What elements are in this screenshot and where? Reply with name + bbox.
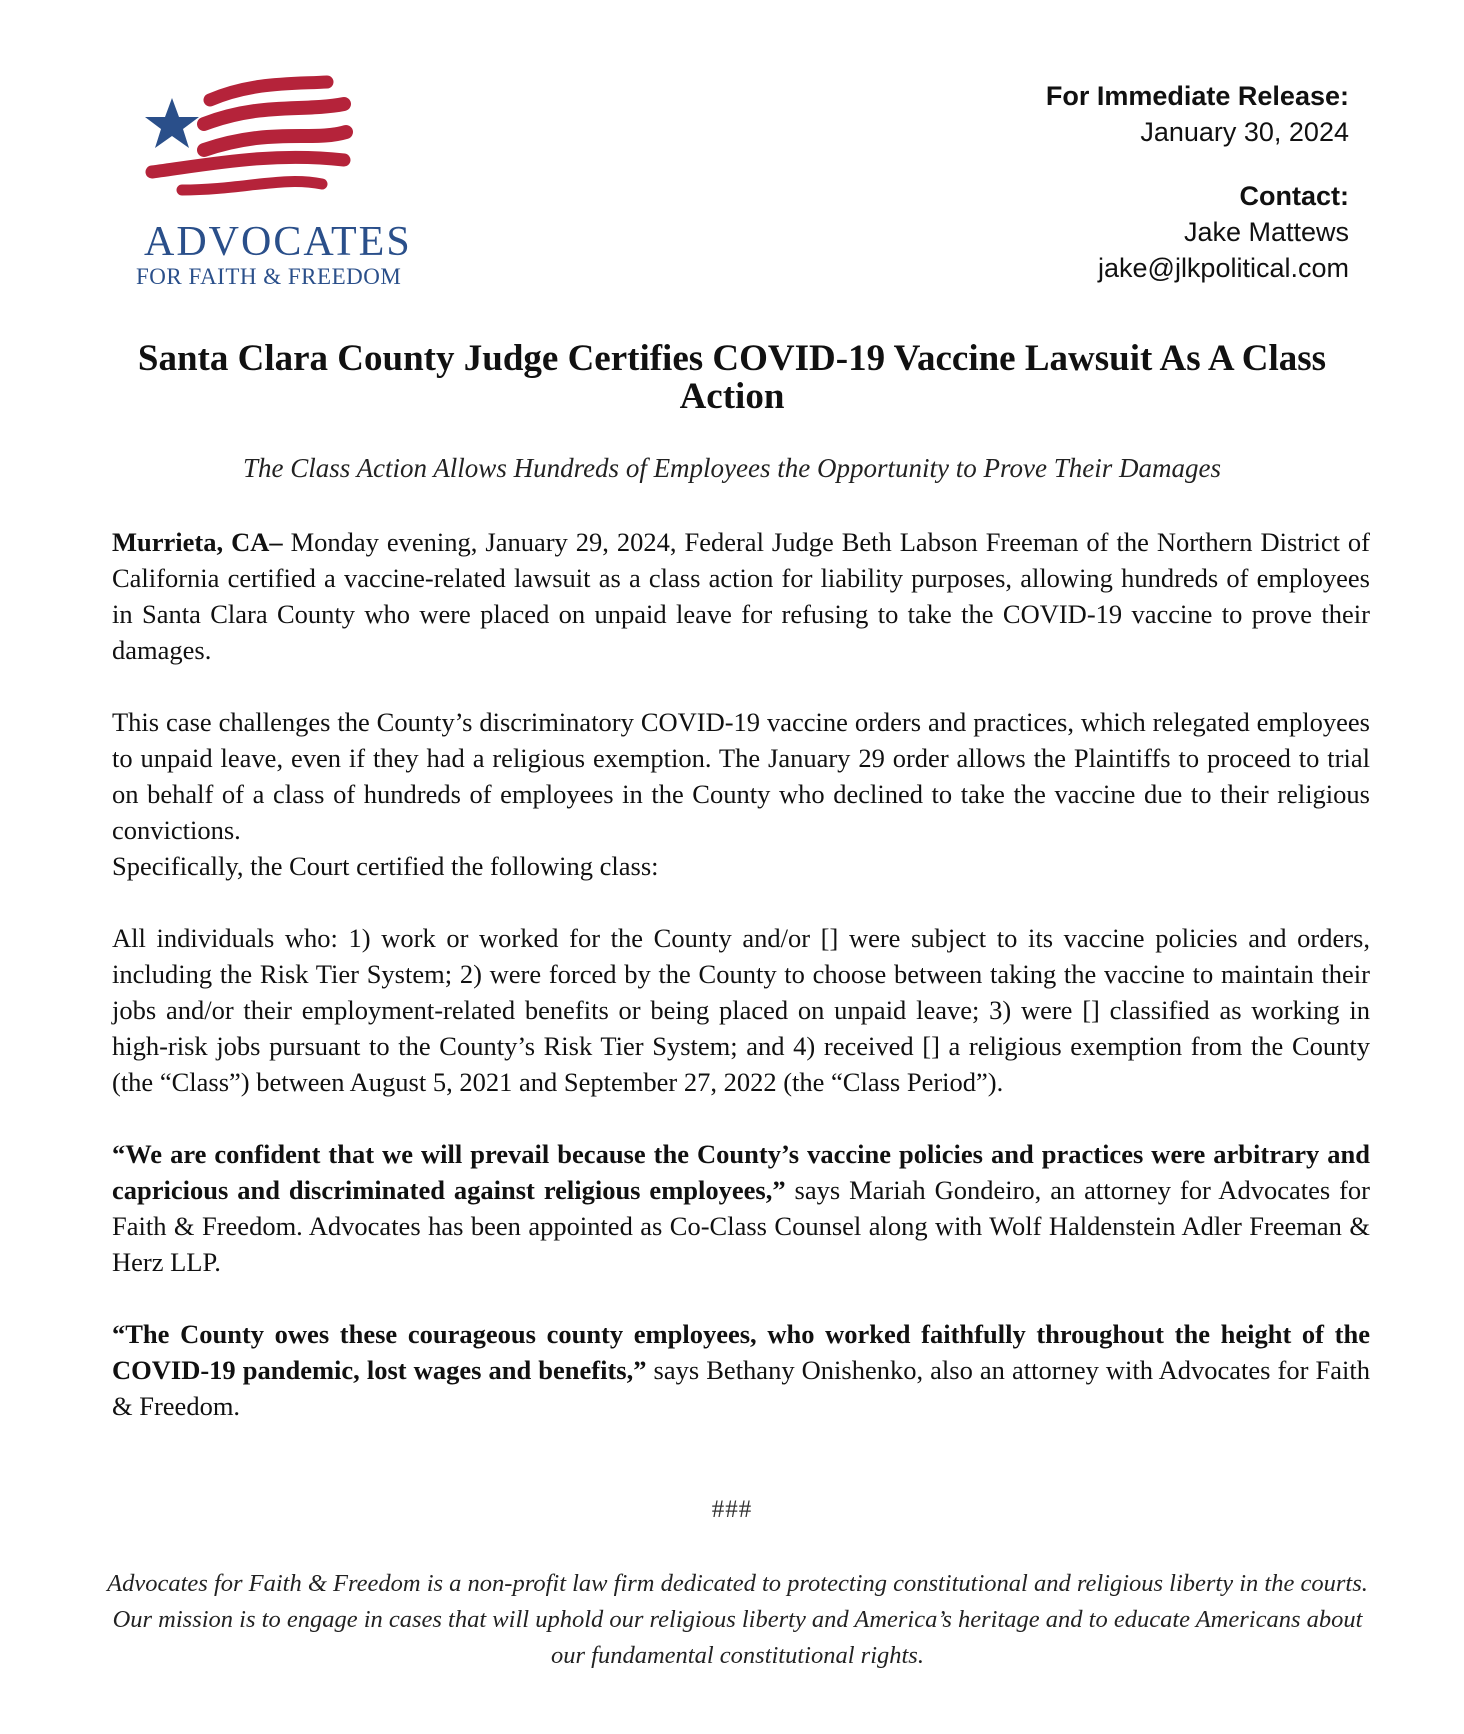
flag-stripe [182, 182, 322, 190]
flag-star-icon [122, 72, 422, 212]
attribution-gondeiro: says Mariah Gondeiro, an attorney for Advocates for Faith & Freedom. Advocates has been appointed as Co-Class Counsel along with Wolf Haldenstein Adler Freeman & Herz LLP. [112, 1175, 1370, 1277]
article-body [112, 524, 1370, 1460]
quote-gondeiro: “We are confident that we will prevail because the County’s vaccine policies and practices were arbitrary and capricious and discriminated against religious employees,” [112, 1139, 1370, 1205]
attribution-onishenko: says Bethany Onishenko, also an attorney with Advocates for Faith & Freedom. [112, 1355, 1370, 1421]
end-separator: ### [711, 1496, 753, 1523]
contact-email[interactable]: jake@jlkpolitical.com [1098, 253, 1349, 283]
boilerplate-footer: Advocates for Faith & Freedom is a non-profit law firm dedicated to protecting constitutional and religious liberty in the courts. Our mission is to engage in cases that will uphold our religious liberty and America’s heritage and to educate Americans about our fundamental constitutional rights. [107, 1570, 1368, 1669]
subheadline: The Class Action Allows Hundreds of Employees the Opportunity to Prove Their Damages [243, 453, 1221, 483]
dateline: Murrieta, CA– [112, 527, 283, 557]
paragraph-quote-onishenko [112, 1316, 1370, 1424]
flag-stripe [210, 82, 327, 100]
organization-logo [122, 72, 422, 302]
paragraph-class-intro: Specifically, the Court certified the following class: [112, 851, 659, 881]
flag-stripe [204, 132, 346, 150]
contact-label: Contact: [1239, 181, 1349, 211]
quote-onishenko: “The County owes these courageous county employees, who worked faithfully throughout the height of the COVID-19 pandemic, lost wages and benefits,” [112, 1319, 1370, 1385]
paragraph-class-definition: All individuals who: 1) work or worked for the County and/or [] were subject to its vaccine policies and orders, including the Risk Tier System; 2) were forced by the County to choose between taking the vaccine to maintain their jobs and/or their employment-related benefits or being placed on unpaid leave; 3) were [] classified as working in high-risk jobs pursuant to the County’s Risk Tier System; and 4) received [] a religious exemption from the County (the “Class”) between August 5, 2021 and September 27, 2022 (the “Class Period”). [112, 923, 1370, 1097]
org-name-line2: FOR FAITH & FREEDOM [136, 264, 402, 289]
flag-stripe [204, 104, 344, 124]
contact-name: Jake Mattews [1183, 217, 1349, 247]
intro-text: Monday evening, January 29, 2024, Federal Judge Beth Labson Freeman of the Northern District of California certified a vaccine-related lawsuit as a class action for liability purposes, allowing hundreds of employees in Santa Clara County who were placed on unpaid leave for refusing to take the COVID-19 vaccine to prove their damages. [112, 527, 1371, 665]
org-name-line1: ADVOCATES [144, 219, 412, 265]
paragraph-quote-gondeiro [112, 1136, 1370, 1280]
star-icon [145, 98, 199, 148]
release-label: For Immediate Release: [1045, 81, 1349, 111]
release-date: January 30, 2024 [1140, 117, 1349, 147]
paragraph-case: This case challenges the County’s discriminatory COVID-19 vaccine orders and practices, which relegated employees to unpaid leave, even if they had a religious exemption. The January 29 order allows the Plaintiffs to proceed to trial on behalf of a class of hundreds of employees in the County who declined to take the vaccine due to their religious convictions. [112, 707, 1370, 845]
organization-name [136, 220, 426, 290]
headline: Santa Clara County Judge Certifies COVID-19 Vaccine Lawsuit As A Class Action [137, 338, 1327, 417]
paragraph-intro [112, 524, 1370, 668]
flag-stripe [152, 157, 344, 172]
release-info [1046, 78, 1349, 286]
